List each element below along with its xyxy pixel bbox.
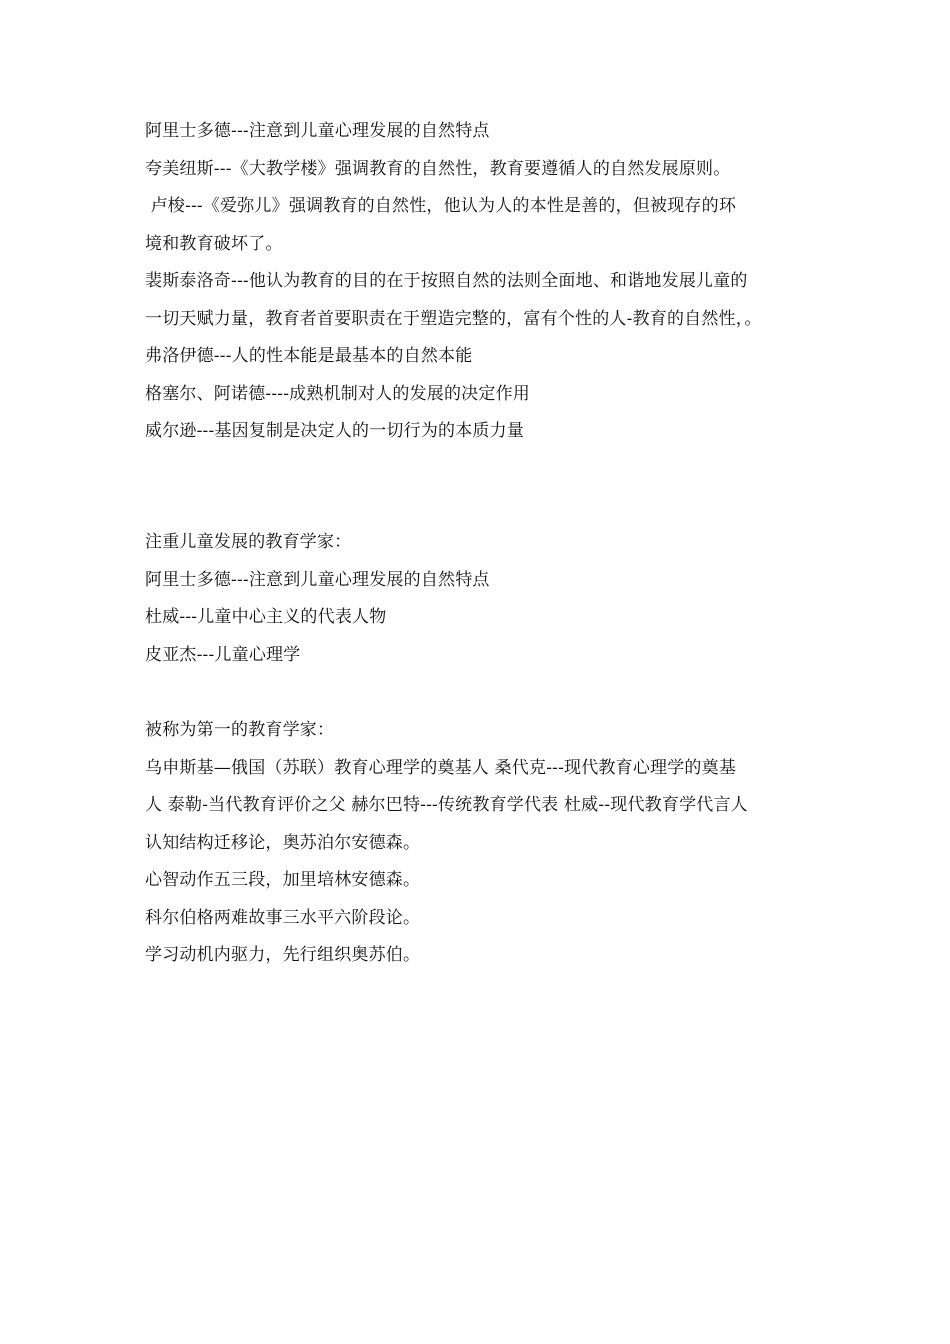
naturalism-educators-section	[145, 113, 810, 451]
text-line: 威尔逊---基因复制是决定人的一切行为的本质力量	[145, 421, 525, 441]
text-line: 夸美纽斯---《大教学楼》强调教育的自然性，教育要遵循人的自然发展原则。	[145, 158, 731, 179]
text-line: 人 泰勒-当代教育评价之父 赫尔巴特---传统教育学代表 杜威--现代教育学代言人	[145, 795, 748, 815]
text-line: 阿里士多德---注意到儿童心理发展的自然特点	[145, 569, 490, 590]
section-heading: 注重儿童发展的教育学家：	[145, 532, 352, 552]
text-line: 一切天赋力量，教育者首要职责在于塑造完整的，富有个性的人-教育的自然性，。	[145, 308, 762, 329]
text-line: 裴斯泰洛奇---他认为教育的目的在于按照自然的法则全面地、和谐地发展儿童的	[145, 271, 748, 291]
child-development-educators-section	[145, 524, 810, 674]
text-line: 格塞尔、阿诺德----成熟机制对人的发展的决定作用	[145, 383, 530, 404]
text-line: 科尔伯格两难故事三水平六阶段论。	[145, 907, 421, 928]
text-line: 卢梭---《爱弥儿》强调教育的自然性，他认为人的本性是善的，但被现存的环	[145, 196, 737, 216]
text-line: 杜威---儿童中心主义的代表人物	[145, 607, 387, 627]
text-line: 乌申斯基—俄国（苏联）教育心理学的奠基人 桑代克---现代教育心理学的奠基	[145, 757, 737, 778]
first-educators-section	[145, 712, 810, 975]
text-line: 心智动作五三段，加里培林安德森。	[145, 870, 421, 890]
text-line: 境和教育破坏了。	[145, 233, 283, 254]
text-line: 弗洛伊德---人的性本能是最基本的自然本能	[145, 346, 473, 366]
text-line: 阿里士多德---注意到儿童心理发展的自然特点	[145, 121, 490, 141]
text-line: 皮亚杰---儿童心理学	[145, 644, 301, 665]
section-heading: 被称为第一的教育学家：	[145, 720, 335, 740]
text-line: 认知结构迁移论，奥苏泊尔安德森。	[145, 832, 421, 853]
text-line: 学习动机内驱力，先行组织奥苏伯。	[145, 945, 421, 965]
